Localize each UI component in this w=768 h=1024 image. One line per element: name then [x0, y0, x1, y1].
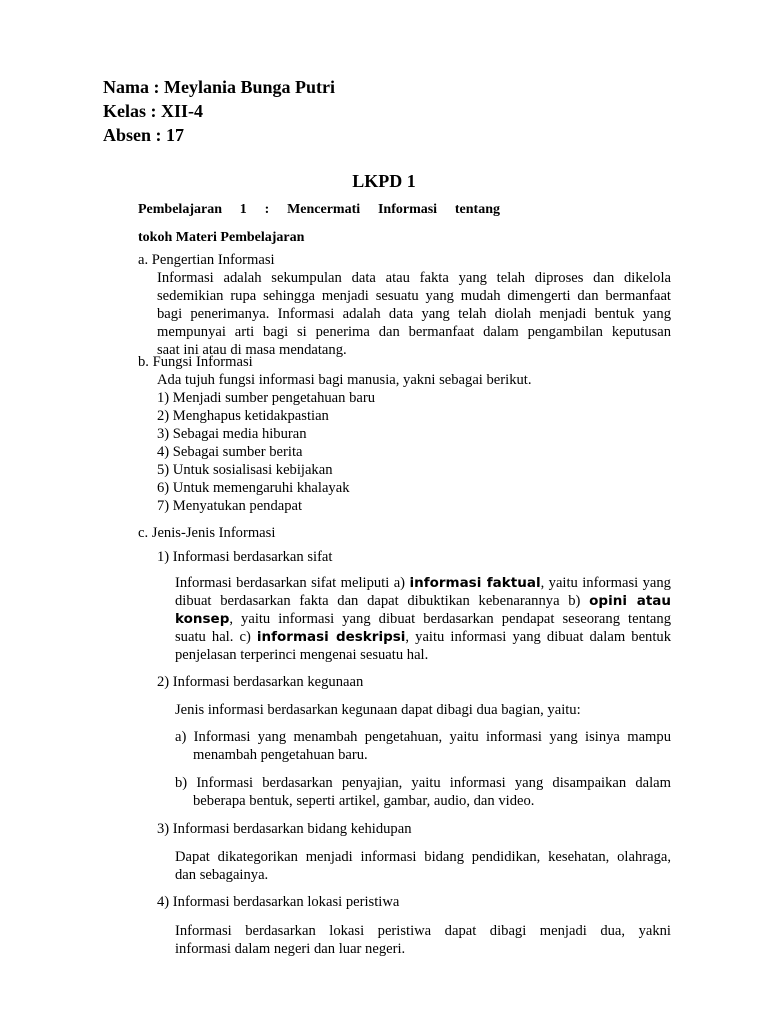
section-a-line: mempunyai arti bagi si penerima dan bermanfaat dalam pengambilan keputusan [157, 324, 671, 340]
term-konsep: konsep [175, 611, 230, 627]
sub1-heading: 1) Informasi berdasarkan sifat [157, 549, 333, 565]
list-item: 6) Untuk memengaruhi khalayak [157, 480, 350, 496]
document-title: LKPD 1 [352, 171, 416, 191]
sub4-body: Informasi berdasarkan lokasi peristiwa dapat dibagi menjadi dua, yakni informasi dalam negeri dan luar negeri. [175, 923, 671, 957]
student-absence-number: Absen : 17 [103, 125, 185, 145]
section-b-intro: Ada tujuh fungsi informasi bagi manusia, yakni sebagai berikut. [157, 372, 532, 388]
section-a-body [157, 269, 671, 359]
sub2-heading: 2) Informasi berdasarkan kegunaan [157, 674, 364, 690]
section-b-heading: b. Fungsi Informasi [138, 354, 253, 370]
sub2-intro: Jenis informasi berdasarkan kegunaan dapat dibagi dua bagian, yaitu: [175, 702, 581, 718]
sub1-line: konsep, yaitu informasi yang dibuat berdasarkan pendapat seseorang tentang [175, 611, 671, 627]
sub1-line: penjelasan terperinci mengenai sesuatu hal. [175, 647, 429, 663]
section-b-list [157, 389, 375, 515]
sub2-item-a: a) Informasi yang menambah pengetahuan, yaitu informasi yang isinya mampu menambah pengetahuan baru. [175, 729, 671, 763]
sub1-line: dibuat berdasarkan fakta dan dapat dibuktikan kebenarannya b) opini atau [175, 593, 671, 609]
term-informasi-deskripsi: informasi deskripsi [256, 629, 406, 645]
sub3-body: Dapat dikategorikan menjadi informasi bidang pendidikan, kesehatan, olahraga, dan sebagainya. [175, 849, 671, 883]
sub3-heading: 3) Informasi berdasarkan bidang kehidupan [157, 821, 412, 837]
section-c-heading: c. Jenis-Jenis Informasi [138, 525, 276, 541]
section-a-line: Informasi adalah sekumpulan data atau fakta yang telah diproses dan dikelola [157, 270, 671, 286]
sub2-item-b: b) Informasi berdasarkan penyajian, yaitu informasi yang disampaikan dalam beberapa bentuk, seperti artikel, gambar, audio, dan video. [175, 775, 671, 809]
list-item: 7) Menyatukan pendapat [157, 498, 303, 514]
section-a-line: sedemikian rupa sehingga menjadi sesuatu yang mudah dimengerti dan bermanfaat [157, 288, 671, 304]
term-informasi-faktual: informasi faktual [409, 575, 541, 591]
sub1-line: Informasi berdasarkan sifat meliputi a) informasi faktual, yaitu informasi yang [175, 575, 671, 591]
section-a-heading: a. Pengertian Informasi [138, 252, 275, 268]
section-a-line: saat ini atau di masa mendatang. [157, 342, 347, 358]
list-item: 3) Sebagai media hiburan [157, 426, 307, 442]
term-opini-atau: opini atau [589, 593, 671, 609]
list-item: 2) Menghapus ketidakpastian [157, 408, 329, 424]
student-name: Nama : Meylania Bunga Putri [103, 77, 335, 97]
list-item: 1) Menjadi sumber pengetahuan baru [157, 390, 376, 406]
lesson-title-line1: Pembelajaran 1 : Mencermati Informasi tentang [138, 202, 500, 217]
sub1-body [175, 574, 671, 664]
list-item: 5) Untuk sosialisasi kebijakan [157, 462, 333, 478]
sub1-line: suatu hal. c) informasi deskripsi, yaitu informasi yang dibuat dalam bentuk [175, 629, 671, 645]
student-class: Kelas : XII-4 [103, 101, 203, 121]
lesson-title-line2: tokoh Materi Pembelajaran [138, 230, 305, 245]
section-a-line: bagi penerimanya. Informasi adalah data yang telah diolah menjadi bentuk yang [157, 306, 671, 322]
sub4-heading: 4) Informasi berdasarkan lokasi peristiwa [157, 894, 400, 910]
list-item: 4) Sebagai sumber berita [157, 444, 303, 460]
